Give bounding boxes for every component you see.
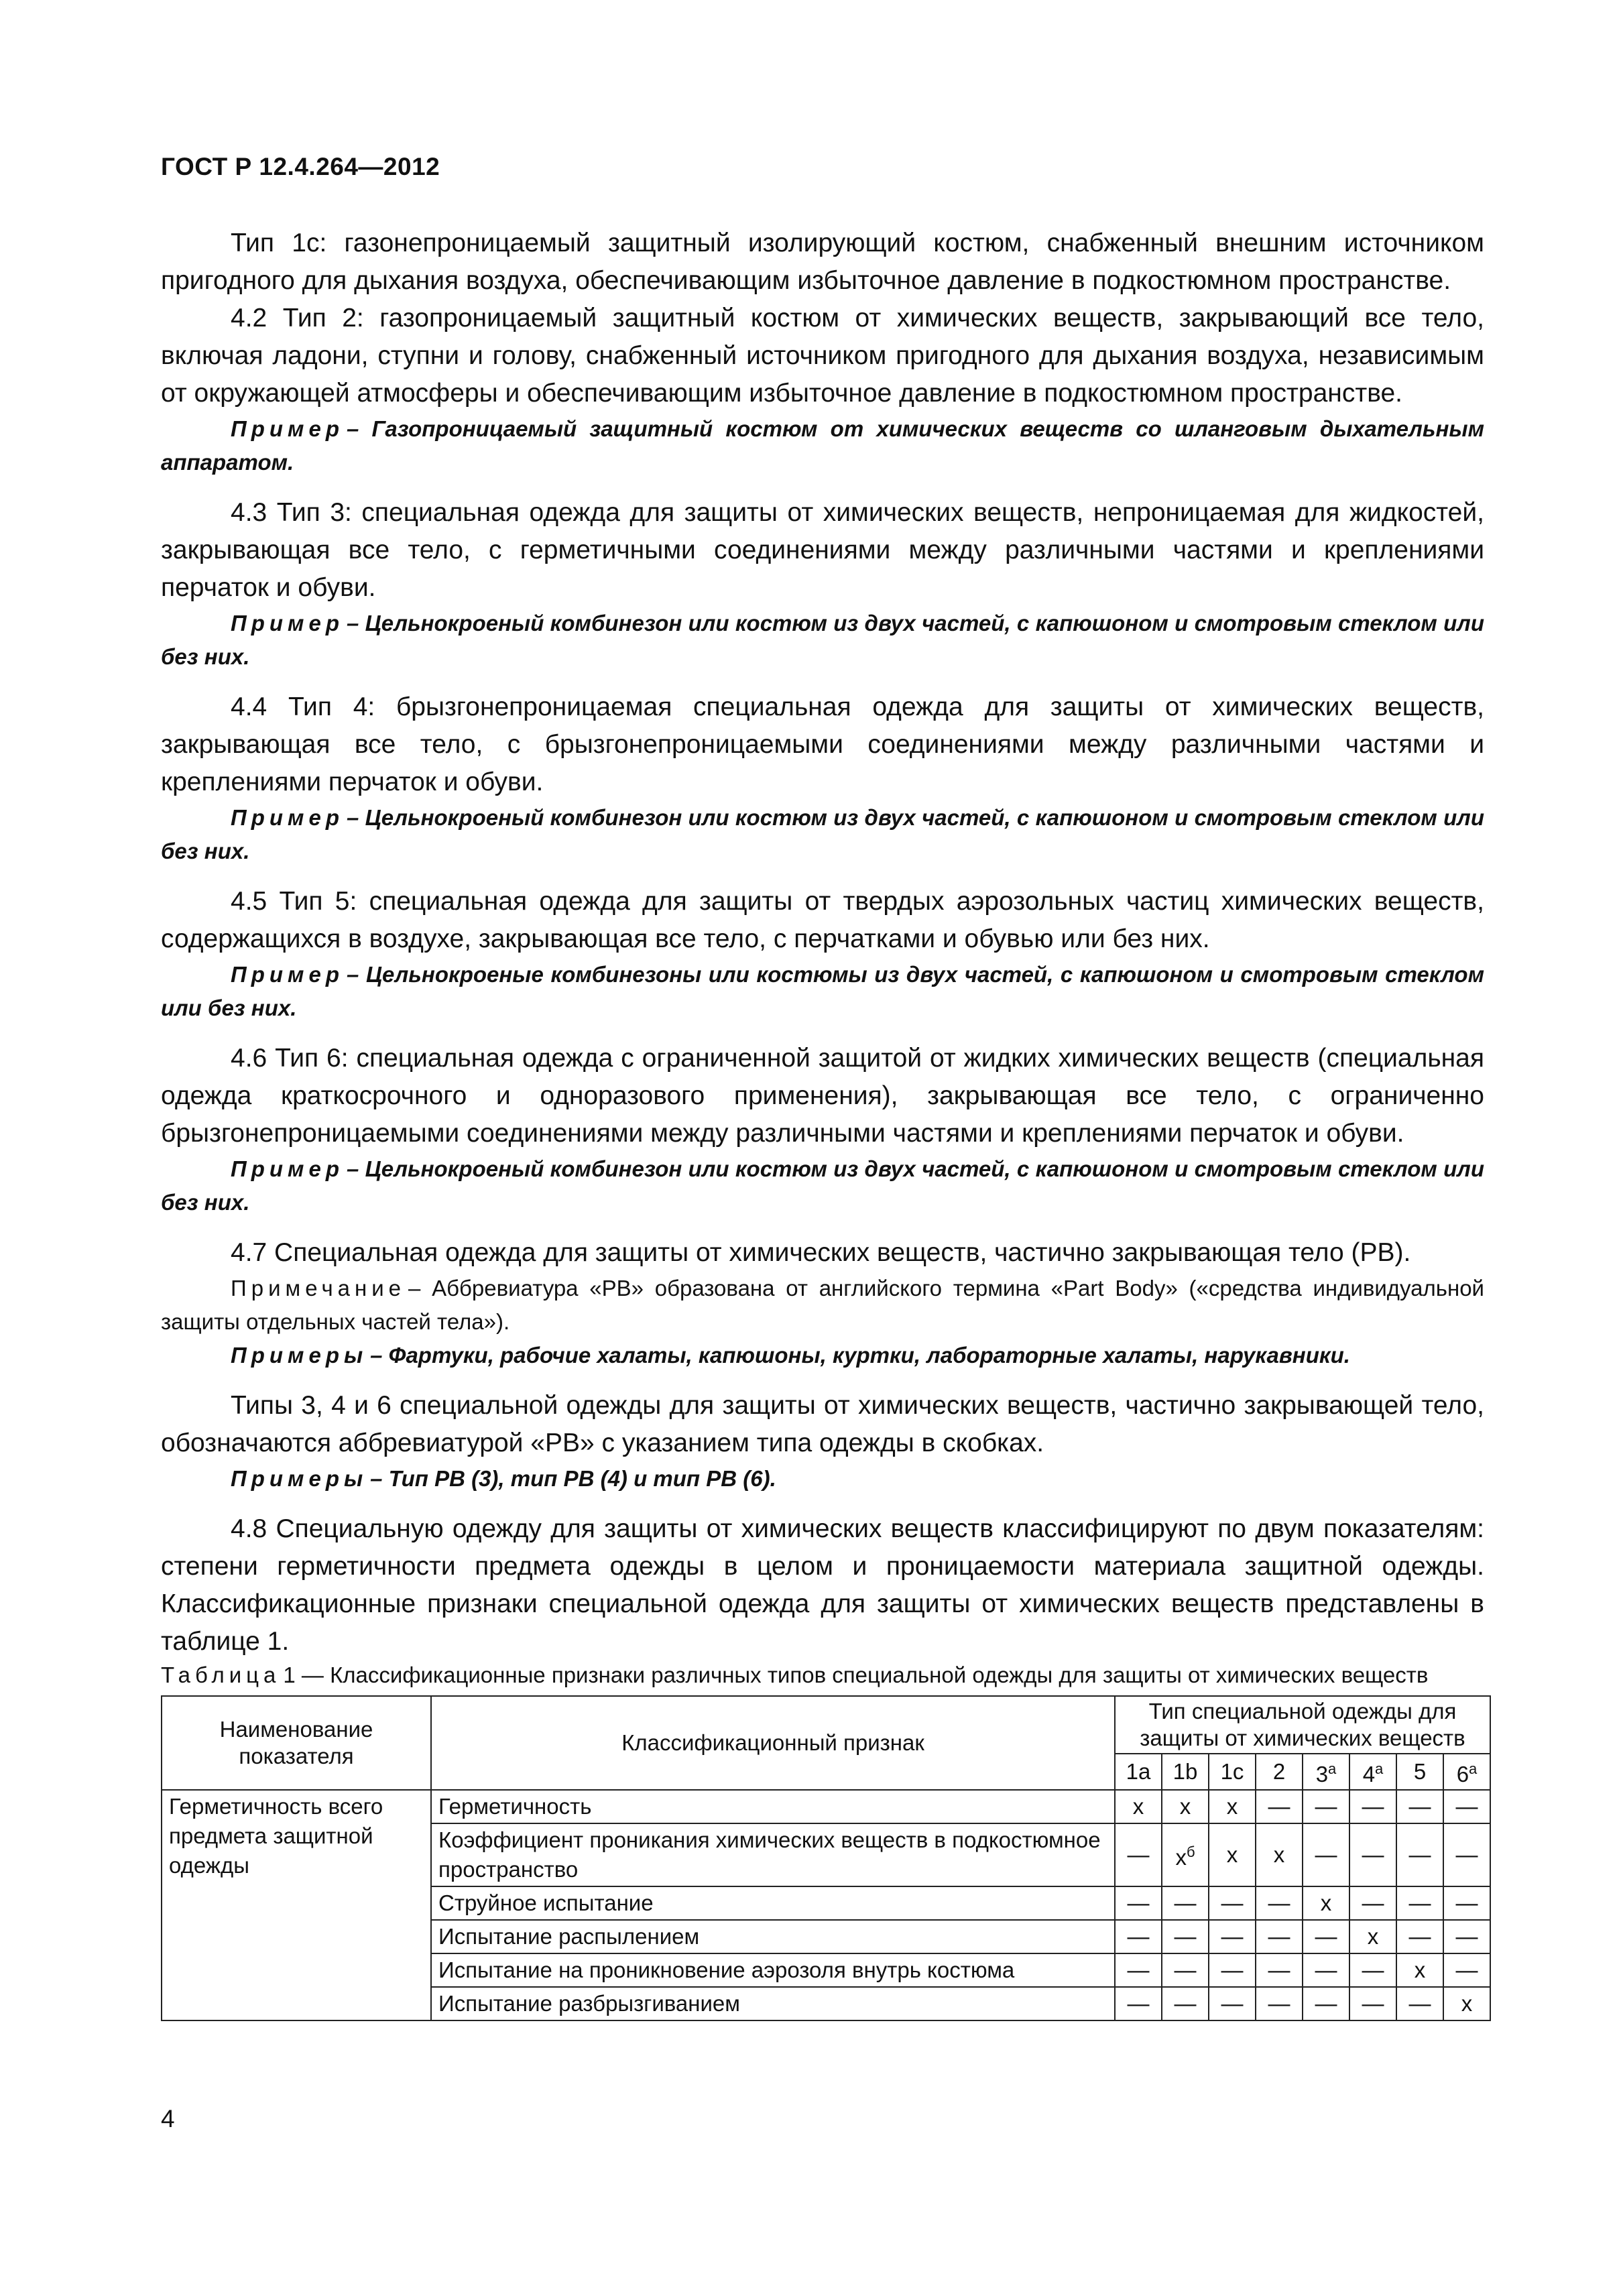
table-caption-lead: Таблица: [161, 1663, 281, 1687]
mark-value: —: [1127, 1924, 1150, 1949]
document-code-header: ГОСТ Р 12.4.264—2012: [161, 153, 440, 180]
type-col-header: [1303, 1754, 1349, 1790]
mark-cell: [1115, 1823, 1162, 1886]
mark-cell: [1443, 1790, 1490, 1823]
mark-cell: [1256, 1987, 1303, 2020]
mark-cell: [1349, 1987, 1396, 2020]
mark-value: —: [1127, 1890, 1150, 1915]
mark-cell: [1303, 1953, 1349, 1987]
mark-cell: [1209, 1790, 1256, 1823]
mark-value: x: [1179, 1794, 1191, 1819]
type-col-label: 1a: [1126, 1759, 1151, 1784]
mark-cell: [1115, 1987, 1162, 2020]
mark-value: —: [1408, 1794, 1431, 1819]
mark-value: x: [1320, 1890, 1332, 1915]
mark-value: —: [1268, 1957, 1290, 1982]
mark-value: —: [1127, 1991, 1150, 2016]
mark-cell: [1396, 1920, 1443, 1953]
mark-cell: [1256, 1790, 1303, 1823]
mark-value: —: [1174, 1957, 1197, 1982]
indicator-cell: Герметичность всего предмета защитной одежды: [162, 1790, 431, 2020]
mark-cell: [1443, 1953, 1490, 1987]
note-lead: Примечание: [231, 1276, 406, 1301]
mark-cell: [1396, 1790, 1443, 1823]
mark-value: —: [1455, 1842, 1478, 1867]
type-col-label: 3: [1315, 1762, 1329, 1787]
mark-cell: [1115, 1790, 1162, 1823]
example-text: – Газопроницаемый защитный костюм от химических веществ со шланговым дыхательным аппаратом.: [161, 416, 1484, 475]
document-body: [161, 225, 1484, 2021]
header-indicator: Наименование показателя: [162, 1696, 431, 1790]
feature-cell: Испытание распылением: [431, 1920, 1115, 1953]
mark-value: —: [1221, 1957, 1244, 1982]
mark-value: —: [1455, 1794, 1478, 1819]
mark-value: —: [1408, 1890, 1431, 1915]
mark-value: —: [1408, 1924, 1431, 1949]
mark-value: —: [1127, 1957, 1150, 1982]
mark-value: —: [1268, 1890, 1290, 1915]
type-col-label: 5: [1413, 1759, 1427, 1784]
type-col-header: [1162, 1754, 1209, 1790]
mark-cell: [1349, 1790, 1396, 1823]
type-col-footnote: a: [1375, 1760, 1384, 1777]
example-text: – Цельнокроеный комбинезон или костюм из двух частей, с капюшоном и смотровым стеклом или без них.: [161, 1156, 1484, 1215]
mark-value: —: [1408, 1842, 1431, 1867]
example-lead: Примеры: [231, 1466, 368, 1491]
mark-value: —: [1455, 1924, 1478, 1949]
paragraph-4-7: 4.7 Специальная одежда для защиты от химических веществ, частично закрывающая тело (PB).: [231, 1238, 1411, 1267]
mark-cell: [1115, 1953, 1162, 1987]
paragraph-4-3: 4.3 Тип 3: специальная одежда для защиты от химических веществ, непроницаемая для жидкостей, закрывающая все тело, с герметичными соединениями между различными частями и креплениями перчаток и обуви.: [161, 498, 1484, 602]
type-col-label: 4: [1362, 1762, 1376, 1787]
example-lead: Пример: [231, 611, 344, 636]
mark-cell: [1349, 1920, 1396, 1953]
mark-value: x: [1367, 1924, 1379, 1949]
paragraph-4-6: 4.6 Тип 6: специальная одежда с ограниченной защитой от жидких химических веществ (специальная одежда краткосрочного и одноразового применения), закрывающая все тело, с ограниченно брызгонепроницаемыми соединениями между различными частями и креплениями перчаток и обуви.: [161, 1044, 1484, 1148]
mark-cell: [1209, 1953, 1256, 1987]
example-4: [161, 958, 1484, 1025]
paragraph-type-1c: Тип 1c: газонепроницаемый защитный изолирующий костюм, снабженный внешним источником пригодного для дыхания воздуха, обеспечивающим избыточное давление в подкостюмном пространстве.: [161, 229, 1484, 295]
mark-cell: [1115, 1920, 1162, 1953]
mark-cell: [1162, 1790, 1209, 1823]
mark-value: —: [1268, 1991, 1290, 2016]
mark-value: —: [1362, 1957, 1384, 1982]
mark-cell: [1209, 1823, 1256, 1886]
mark-cell: [1209, 1987, 1256, 2020]
note: [161, 1272, 1484, 1339]
mark-cell: [1209, 1920, 1256, 1953]
example-lead: Пример: [231, 805, 344, 830]
mark-value: —: [1455, 1957, 1478, 1982]
mark-value: x: [1461, 1991, 1473, 2016]
mark-footnote: б: [1186, 1844, 1195, 1860]
mark-cell: [1162, 1920, 1209, 1953]
mark-value: x: [1226, 1842, 1238, 1867]
mark-value: —: [1315, 1957, 1337, 1982]
table-caption-text: 1 — Классификационные признаки различных типов специальной одежды для защиты от химических веществ: [283, 1663, 1429, 1687]
paragraph-4-8: 4.8 Специальную одежду для защиты от химических веществ классифицируют по двум показателям: степени герметичности предмета одежды в целом и проницаемости материала защитной одежды. Классификационные признаки специальной одежда для защиты от химических веществ представлены в таблице 1.: [161, 1514, 1484, 1656]
feature-cell: Герметичность: [431, 1790, 1115, 1823]
table-header-row: [162, 1696, 1490, 1754]
example-lead: Примеры: [231, 1343, 368, 1368]
mark-value: x: [1414, 1957, 1426, 1982]
example-text: – Фартуки, рабочие халаты, капюшоны, куртки, лабораторные халаты, нарукавники.: [370, 1343, 1350, 1368]
mark-value: x: [1226, 1794, 1238, 1819]
example-text: – Цельнокроеные комбинезоны или костюмы из двух частей, с капюшоном и смотровым стеклом или без них.: [161, 962, 1484, 1020]
type-col-header: [1256, 1754, 1303, 1790]
mark-cell: [1303, 1987, 1349, 2020]
type-col-header: [1443, 1754, 1490, 1790]
mark-value: —: [1174, 1890, 1197, 1915]
feature-cell: Струйное испытание: [431, 1886, 1115, 1920]
type-col-label: 6: [1456, 1762, 1469, 1787]
mark-cell: [1443, 1823, 1490, 1886]
mark-value: —: [1268, 1924, 1290, 1949]
mark-value: —: [1315, 1991, 1337, 2016]
note-text: – Аббревиатура «PB» образована от английского термина «Part Body» («средства индивидуальной защиты отдельных частей тела»).: [161, 1276, 1484, 1334]
mark-cell: [1303, 1920, 1349, 1953]
feature-cell: Коэффициент проникания химических веществ в подкостюмное пространство: [431, 1823, 1115, 1886]
paragraph-pb-types: Типы 3, 4 и 6 специальной одежды для защиты от химических веществ, частично закрывающей тело, обозначаются аббревиатурой «PB» с указанием типа одежды в скобках.: [161, 1391, 1484, 1457]
mark-cell: [1115, 1886, 1162, 1920]
mark-value: —: [1455, 1890, 1478, 1915]
mark-cell: [1443, 1987, 1490, 2020]
mark-cell: [1443, 1886, 1490, 1920]
classification-table: [161, 1695, 1491, 2021]
example-lead: Пример: [231, 416, 344, 441]
mark-cell: [1303, 1823, 1349, 1886]
header-feature: Классификационный признак: [431, 1696, 1115, 1790]
feature-cell: Испытание на проникновение аэрозоля внутрь костюма: [431, 1953, 1115, 1987]
mark-value: —: [1362, 1991, 1384, 2016]
mark-value: —: [1315, 1924, 1337, 1949]
example-7: [161, 1462, 1484, 1496]
mark-cell: [1256, 1823, 1303, 1886]
example-lead: Пример: [231, 962, 344, 987]
feature-cell: Испытание разбрызгиванием: [431, 1987, 1115, 2020]
type-col-footnote: a: [1328, 1760, 1337, 1777]
mark-value: —: [1127, 1842, 1150, 1867]
mark-cell: [1303, 1790, 1349, 1823]
mark-cell: [1256, 1920, 1303, 1953]
table-row: [162, 1790, 1490, 1823]
mark-value: —: [1174, 1924, 1197, 1949]
example-1: [161, 412, 1484, 479]
example-3: [161, 801, 1484, 868]
mark-cell: [1396, 1886, 1443, 1920]
mark-value: —: [1174, 1991, 1197, 2016]
mark-cell: [1396, 1823, 1443, 1886]
mark-cell: [1396, 1953, 1443, 1987]
type-col-label: 1b: [1173, 1759, 1198, 1784]
mark-value: —: [1362, 1794, 1384, 1819]
type-col-header: [1349, 1754, 1396, 1790]
mark-value: x: [1132, 1794, 1144, 1819]
mark-cell: [1303, 1886, 1349, 1920]
example-lead: Пример: [231, 1156, 344, 1181]
mark-value: —: [1221, 1991, 1244, 2016]
mark-cell: [1349, 1823, 1396, 1886]
header-types: Тип специальной одежды для защиты от химических веществ: [1115, 1696, 1490, 1754]
example-text: – Тип PB (3), тип PB (4) и тип PB (6).: [370, 1466, 776, 1491]
mark-cell: [1209, 1886, 1256, 1920]
type-col-header: [1209, 1754, 1256, 1790]
mark-cell: [1396, 1987, 1443, 2020]
mark-value: —: [1362, 1842, 1384, 1867]
example-text: – Цельнокроеный комбинезон или костюм из двух частей, с капюшоном и смотровым стеклом или без них.: [161, 611, 1484, 669]
mark-cell: [1162, 1886, 1209, 1920]
mark-value: —: [1221, 1890, 1244, 1915]
mark-cell: [1162, 1987, 1209, 2020]
mark-cell: [1162, 1953, 1209, 1987]
mark-value: —: [1221, 1924, 1244, 1949]
mark-cell: [1256, 1953, 1303, 1987]
type-col-label: 1c: [1220, 1759, 1244, 1784]
example-6: [161, 1339, 1484, 1372]
type-col-footnote: a: [1469, 1760, 1478, 1777]
paragraph-4-5: 4.5 Тип 5: специальная одежда для защиты от твердых аэрозольных частиц химических веществ, содержащихся в воздухе, закрывающая все тело, с перчатками и обувью или без них.: [161, 887, 1484, 953]
mark-cell: [1349, 1886, 1396, 1920]
mark-cell: [1443, 1920, 1490, 1953]
type-col-label: 2: [1272, 1759, 1286, 1784]
mark-cell: [1256, 1886, 1303, 1920]
paragraph-4-4: 4.4 Тип 4: брызгонепроницаемая специальная одежда для защиты от химических веществ, закрывающая все тело, с брызгонепроницаемыми соединениями между различными частями и креплениями перчаток и обуви.: [161, 692, 1484, 796]
mark-value: —: [1315, 1842, 1337, 1867]
mark-value: x: [1273, 1842, 1285, 1867]
example-2: [161, 607, 1484, 674]
mark-value: —: [1362, 1890, 1384, 1915]
mark-value: —: [1268, 1794, 1290, 1819]
mark-cell: [1162, 1823, 1209, 1886]
paragraph-4-2: 4.2 Тип 2: газопроницаемый защитный костюм от химических веществ, закрывающий все тело, включая ладони, ступни и голову, снабженный источником пригодного для дыхания воздуха, независимым от окружающей атмосферы и обеспечивающим избыточное давление в подкостюмном пространстве.: [161, 304, 1484, 408]
mark-value: x: [1175, 1845, 1187, 1870]
example-5: [161, 1152, 1484, 1219]
mark-value: —: [1315, 1794, 1337, 1819]
example-text: – Цельнокроеный комбинезон или костюм из двух частей, с капюшоном и смотровым стеклом или без них.: [161, 805, 1484, 863]
mark-cell: [1349, 1953, 1396, 1987]
table-caption: [161, 1660, 1484, 1690]
page-number: 4: [161, 2105, 175, 2132]
type-col-header: [1396, 1754, 1443, 1790]
type-col-header: [1115, 1754, 1162, 1790]
mark-value: —: [1408, 1991, 1431, 2016]
